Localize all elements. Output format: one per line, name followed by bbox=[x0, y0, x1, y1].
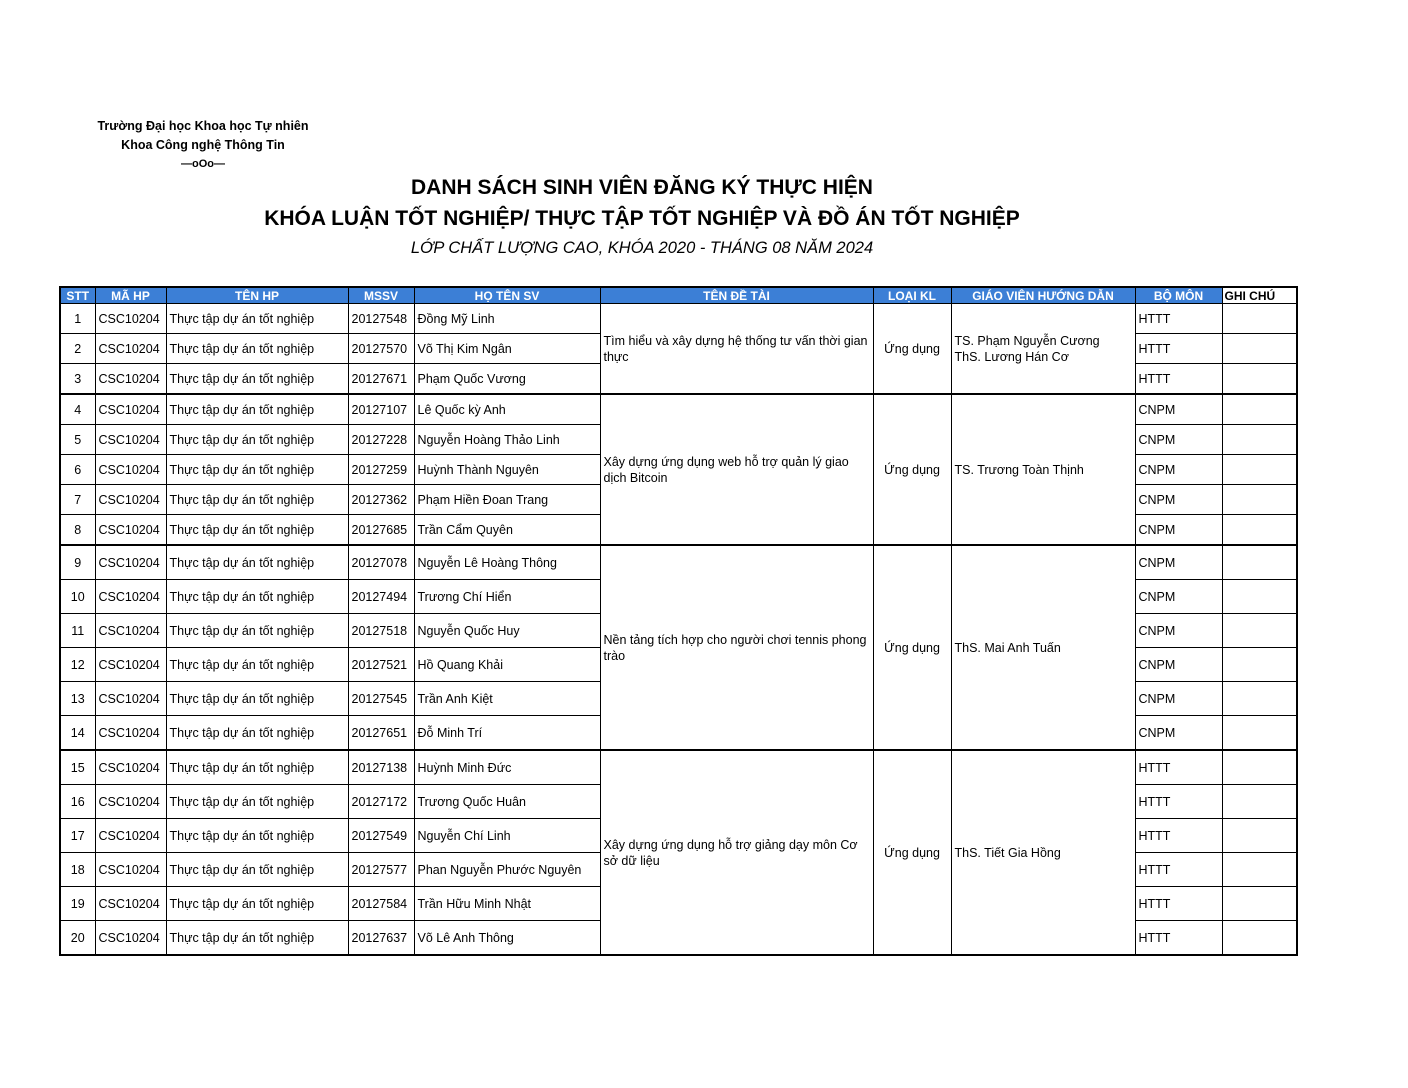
cell-mssv: 20127651 bbox=[348, 716, 414, 751]
cell-mssv: 20127362 bbox=[348, 485, 414, 515]
cell-stt: 12 bbox=[60, 648, 95, 682]
cell-ghi-chu bbox=[1222, 334, 1297, 364]
cell-ho-ten: Nguyễn Hoàng Thảo Linh bbox=[414, 425, 600, 455]
cell-ho-ten: Hồ Quang Khải bbox=[414, 648, 600, 682]
table-row bbox=[60, 545, 1297, 580]
header-ornament: —oOo— bbox=[181, 158, 225, 170]
cell-mssv: 20127494 bbox=[348, 580, 414, 614]
cell-ma-hp: CSC10204 bbox=[95, 485, 166, 515]
cell-ghi-chu bbox=[1222, 580, 1297, 614]
cell-ten-hp: Thực tập dự án tốt nghiệp bbox=[166, 716, 348, 751]
cell-ho-ten: Nguyễn Quốc Huy bbox=[414, 614, 600, 648]
cell-ma-hp: CSC10204 bbox=[95, 750, 166, 785]
cell-ghi-chu bbox=[1222, 304, 1297, 334]
cell-ten-hp: Thực tập dự án tốt nghiệp bbox=[166, 425, 348, 455]
cell-bo-mon: HTTT bbox=[1135, 921, 1222, 956]
cell-ma-hp: CSC10204 bbox=[95, 921, 166, 956]
cell-ho-ten: Lê Quốc kỳ Anh bbox=[414, 394, 600, 425]
cell-ho-ten: Võ Lê Anh Thông bbox=[414, 921, 600, 956]
cell-bo-mon: CNPM bbox=[1135, 394, 1222, 425]
cell-bo-mon: CNPM bbox=[1135, 515, 1222, 546]
cell-stt: 8 bbox=[60, 515, 95, 546]
cell-mssv: 20127685 bbox=[348, 515, 414, 546]
document-title-line-2: KHÓA LUẬN TỐT NGHIỆP/ THỰC TẬP TỐT NGHIỆP VÀ ĐỒ ÁN TỐT NGHIỆP bbox=[264, 207, 1020, 230]
cell-giao-vien-huong-dan: TS. Phạm Nguyễn Cương ThS. Lương Hán Cơ bbox=[951, 304, 1135, 395]
cell-ma-hp: CSC10204 bbox=[95, 682, 166, 716]
table-header-row bbox=[60, 287, 1297, 304]
cell-ho-ten: Võ Thị Kim Ngân bbox=[414, 334, 600, 364]
cell-ten-hp: Thực tập dự án tốt nghiệp bbox=[166, 750, 348, 785]
cell-ho-ten: Nguyễn Chí Linh bbox=[414, 819, 600, 853]
cell-stt: 5 bbox=[60, 425, 95, 455]
cell-stt: 7 bbox=[60, 485, 95, 515]
cell-ma-hp: CSC10204 bbox=[95, 785, 166, 819]
col-header-bo-mon: BỘ MÔN bbox=[1135, 287, 1222, 304]
cell-bo-mon: CNPM bbox=[1135, 425, 1222, 455]
cell-bo-mon: CNPM bbox=[1135, 485, 1222, 515]
cell-ho-ten: Nguyễn Lê Hoàng Thông bbox=[414, 545, 600, 580]
cell-ghi-chu bbox=[1222, 819, 1297, 853]
cell-ma-hp: CSC10204 bbox=[95, 716, 166, 751]
cell-bo-mon: HTTT bbox=[1135, 750, 1222, 785]
cell-ghi-chu bbox=[1222, 682, 1297, 716]
table-body bbox=[60, 304, 1297, 956]
cell-stt: 13 bbox=[60, 682, 95, 716]
cell-ma-hp: CSC10204 bbox=[95, 304, 166, 334]
cell-stt: 20 bbox=[60, 921, 95, 956]
cell-ten-de-tai: Nền tảng tích hợp cho người chơi tennis phong trào bbox=[600, 545, 873, 750]
cell-ghi-chu bbox=[1222, 485, 1297, 515]
cell-ho-ten: Trương Chí Hiển bbox=[414, 580, 600, 614]
col-header-mssv: MSSV bbox=[348, 287, 414, 304]
cell-ma-hp: CSC10204 bbox=[95, 887, 166, 921]
cell-mssv: 20127548 bbox=[348, 304, 414, 334]
cell-mssv: 20127637 bbox=[348, 921, 414, 956]
cell-ma-hp: CSC10204 bbox=[95, 580, 166, 614]
cell-ghi-chu bbox=[1222, 853, 1297, 887]
cell-ten-de-tai: Tìm hiểu và xây dựng hệ thống tư vấn thời gian thực bbox=[600, 304, 873, 395]
cell-ten-hp: Thực tập dự án tốt nghiệp bbox=[166, 819, 348, 853]
cell-ho-ten: Trần Anh Kiệt bbox=[414, 682, 600, 716]
cell-mssv: 20127107 bbox=[348, 394, 414, 425]
cell-ghi-chu bbox=[1222, 545, 1297, 580]
cell-bo-mon: HTTT bbox=[1135, 334, 1222, 364]
cell-giao-vien-huong-dan: ThS. Tiết Gia Hồng bbox=[951, 750, 1135, 955]
cell-ten-hp: Thực tập dự án tốt nghiệp bbox=[166, 648, 348, 682]
cell-mssv: 20127545 bbox=[348, 682, 414, 716]
cell-ho-ten: Phạm Hiền Đoan Trang bbox=[414, 485, 600, 515]
document-title-line-1: DANH SÁCH SINH VIÊN ĐĂNG KÝ THỰC HIỆN bbox=[411, 176, 873, 199]
cell-ho-ten: Đỗ Minh Trí bbox=[414, 716, 600, 751]
document-subtitle: LỚP CHẤT LƯỢNG CAO, KHÓA 2020 - THÁNG 08 NĂM 2024 bbox=[410, 239, 874, 257]
cell-ghi-chu bbox=[1222, 716, 1297, 751]
col-header-ten-hp: TÊN HP bbox=[166, 287, 348, 304]
cell-ghi-chu bbox=[1222, 425, 1297, 455]
cell-stt: 1 bbox=[60, 304, 95, 334]
cell-ma-hp: CSC10204 bbox=[95, 819, 166, 853]
cell-ten-hp: Thực tập dự án tốt nghiệp bbox=[166, 304, 348, 334]
cell-stt: 17 bbox=[60, 819, 95, 853]
cell-ma-hp: CSC10204 bbox=[95, 394, 166, 425]
cell-loai-kl: Ứng dụng bbox=[873, 545, 951, 750]
cell-loai-kl: Ứng dụng bbox=[873, 304, 951, 395]
cell-stt: 3 bbox=[60, 364, 95, 395]
table-row bbox=[60, 394, 1297, 425]
cell-stt: 16 bbox=[60, 785, 95, 819]
cell-stt: 2 bbox=[60, 334, 95, 364]
cell-ghi-chu bbox=[1222, 515, 1297, 546]
cell-ten-hp: Thực tập dự án tốt nghiệp bbox=[166, 455, 348, 485]
cell-ghi-chu bbox=[1222, 887, 1297, 921]
table-row bbox=[60, 750, 1297, 785]
cell-stt: 9 bbox=[60, 545, 95, 580]
cell-ten-hp: Thực tập dự án tốt nghiệp bbox=[166, 545, 348, 580]
cell-ten-hp: Thực tập dự án tốt nghiệp bbox=[166, 364, 348, 395]
cell-bo-mon: HTTT bbox=[1135, 785, 1222, 819]
cell-ten-hp: Thực tập dự án tốt nghiệp bbox=[166, 394, 348, 425]
cell-ho-ten: Trần Cẩm Quyên bbox=[414, 515, 600, 546]
cell-ma-hp: CSC10204 bbox=[95, 425, 166, 455]
cell-ma-hp: CSC10204 bbox=[95, 545, 166, 580]
cell-bo-mon: HTTT bbox=[1135, 364, 1222, 395]
cell-ma-hp: CSC10204 bbox=[95, 455, 166, 485]
col-header-loai: LOẠI KL bbox=[873, 287, 951, 304]
cell-ma-hp: CSC10204 bbox=[95, 614, 166, 648]
cell-mssv: 20127259 bbox=[348, 455, 414, 485]
cell-ten-hp: Thực tập dự án tốt nghiệp bbox=[166, 614, 348, 648]
cell-ten-hp: Thực tập dự án tốt nghiệp bbox=[166, 485, 348, 515]
cell-ghi-chu bbox=[1222, 614, 1297, 648]
cell-bo-mon: HTTT bbox=[1135, 819, 1222, 853]
cell-stt: 14 bbox=[60, 716, 95, 751]
cell-ho-ten: Phạm Quốc Vương bbox=[414, 364, 600, 395]
cell-ghi-chu bbox=[1222, 364, 1297, 395]
cell-stt: 18 bbox=[60, 853, 95, 887]
cell-bo-mon: CNPM bbox=[1135, 580, 1222, 614]
cell-ho-ten: Huỳnh Minh Đức bbox=[414, 750, 600, 785]
cell-ghi-chu bbox=[1222, 648, 1297, 682]
cell-bo-mon: CNPM bbox=[1135, 455, 1222, 485]
cell-mssv: 20127228 bbox=[348, 425, 414, 455]
cell-ten-hp: Thực tập dự án tốt nghiệp bbox=[166, 580, 348, 614]
cell-stt: 4 bbox=[60, 394, 95, 425]
cell-ma-hp: CSC10204 bbox=[95, 364, 166, 395]
cell-loai-kl: Ứng dụng bbox=[873, 750, 951, 955]
cell-mssv: 20127671 bbox=[348, 364, 414, 395]
col-header-ghi-chu: GHI CHÚ bbox=[1222, 287, 1297, 304]
cell-bo-mon: CNPM bbox=[1135, 545, 1222, 580]
cell-stt: 15 bbox=[60, 750, 95, 785]
cell-ho-ten: Đồng Mỹ Linh bbox=[414, 304, 600, 334]
cell-ho-ten: Huỳnh Thành Nguyên bbox=[414, 455, 600, 485]
cell-mssv: 20127584 bbox=[348, 887, 414, 921]
table-row bbox=[60, 304, 1297, 334]
cell-bo-mon: HTTT bbox=[1135, 887, 1222, 921]
col-header-de-tai: TÊN ĐỀ TÀI bbox=[600, 287, 873, 304]
cell-mssv: 20127521 bbox=[348, 648, 414, 682]
cell-bo-mon: CNPM bbox=[1135, 648, 1222, 682]
cell-ten-hp: Thực tập dự án tốt nghiệp bbox=[166, 515, 348, 546]
cell-ma-hp: CSC10204 bbox=[95, 648, 166, 682]
cell-ten-hp: Thực tập dự án tốt nghiệp bbox=[166, 887, 348, 921]
student-registration-table bbox=[59, 286, 1298, 956]
cell-ho-ten: Phan Nguyễn Phước Nguyên bbox=[414, 853, 600, 887]
cell-mssv: 20127138 bbox=[348, 750, 414, 785]
cell-ghi-chu bbox=[1222, 750, 1297, 785]
cell-ten-hp: Thực tập dự án tốt nghiệp bbox=[166, 921, 348, 956]
cell-ten-hp: Thực tập dự án tốt nghiệp bbox=[166, 785, 348, 819]
cell-loai-kl: Ứng dụng bbox=[873, 394, 951, 545]
cell-stt: 11 bbox=[60, 614, 95, 648]
cell-ten-de-tai: Xây dựng ứng dụng hỗ trợ giảng dạy môn Cơ sở dữ liệu bbox=[600, 750, 873, 955]
cell-bo-mon: CNPM bbox=[1135, 716, 1222, 751]
cell-bo-mon: CNPM bbox=[1135, 682, 1222, 716]
col-header-ho-ten: HỌ TÊN SV bbox=[414, 287, 600, 304]
cell-bo-mon: HTTT bbox=[1135, 853, 1222, 887]
cell-mssv: 20127577 bbox=[348, 853, 414, 887]
cell-ghi-chu bbox=[1222, 394, 1297, 425]
faculty-name: Khoa Công nghệ Thông Tin bbox=[121, 138, 285, 152]
cell-ghi-chu bbox=[1222, 921, 1297, 956]
cell-mssv: 20127570 bbox=[348, 334, 414, 364]
cell-ten-hp: Thực tập dự án tốt nghiệp bbox=[166, 853, 348, 887]
cell-stt: 10 bbox=[60, 580, 95, 614]
col-header-ma-hp: MÃ HP bbox=[95, 287, 166, 304]
cell-ten-hp: Thực tập dự án tốt nghiệp bbox=[166, 334, 348, 364]
cell-ghi-chu bbox=[1222, 785, 1297, 819]
cell-giao-vien-huong-dan: ThS. Mai Anh Tuấn bbox=[951, 545, 1135, 750]
cell-mssv: 20127078 bbox=[348, 545, 414, 580]
cell-stt: 6 bbox=[60, 455, 95, 485]
cell-mssv: 20127549 bbox=[348, 819, 414, 853]
cell-ma-hp: CSC10204 bbox=[95, 334, 166, 364]
cell-mssv: 20127518 bbox=[348, 614, 414, 648]
cell-ma-hp: CSC10204 bbox=[95, 515, 166, 546]
university-name: Trường Đại học Khoa học Tự nhiên bbox=[97, 119, 309, 133]
cell-bo-mon: CNPM bbox=[1135, 614, 1222, 648]
cell-ho-ten: Trần Hữu Minh Nhật bbox=[414, 887, 600, 921]
cell-bo-mon: HTTT bbox=[1135, 304, 1222, 334]
cell-ho-ten: Trương Quốc Huân bbox=[414, 785, 600, 819]
cell-giao-vien-huong-dan: TS. Trương Toàn Thịnh bbox=[951, 394, 1135, 545]
cell-ten-de-tai: Xây dựng ứng dụng web hỗ trợ quản lý giao dịch Bitcoin bbox=[600, 394, 873, 545]
cell-ma-hp: CSC10204 bbox=[95, 853, 166, 887]
col-header-stt: STT bbox=[60, 287, 95, 304]
cell-mssv: 20127172 bbox=[348, 785, 414, 819]
cell-ghi-chu bbox=[1222, 455, 1297, 485]
cell-stt: 19 bbox=[60, 887, 95, 921]
col-header-gvhd: GIÁO VIÊN HƯỚNG DẪN bbox=[951, 287, 1135, 304]
cell-ten-hp: Thực tập dự án tốt nghiệp bbox=[166, 682, 348, 716]
